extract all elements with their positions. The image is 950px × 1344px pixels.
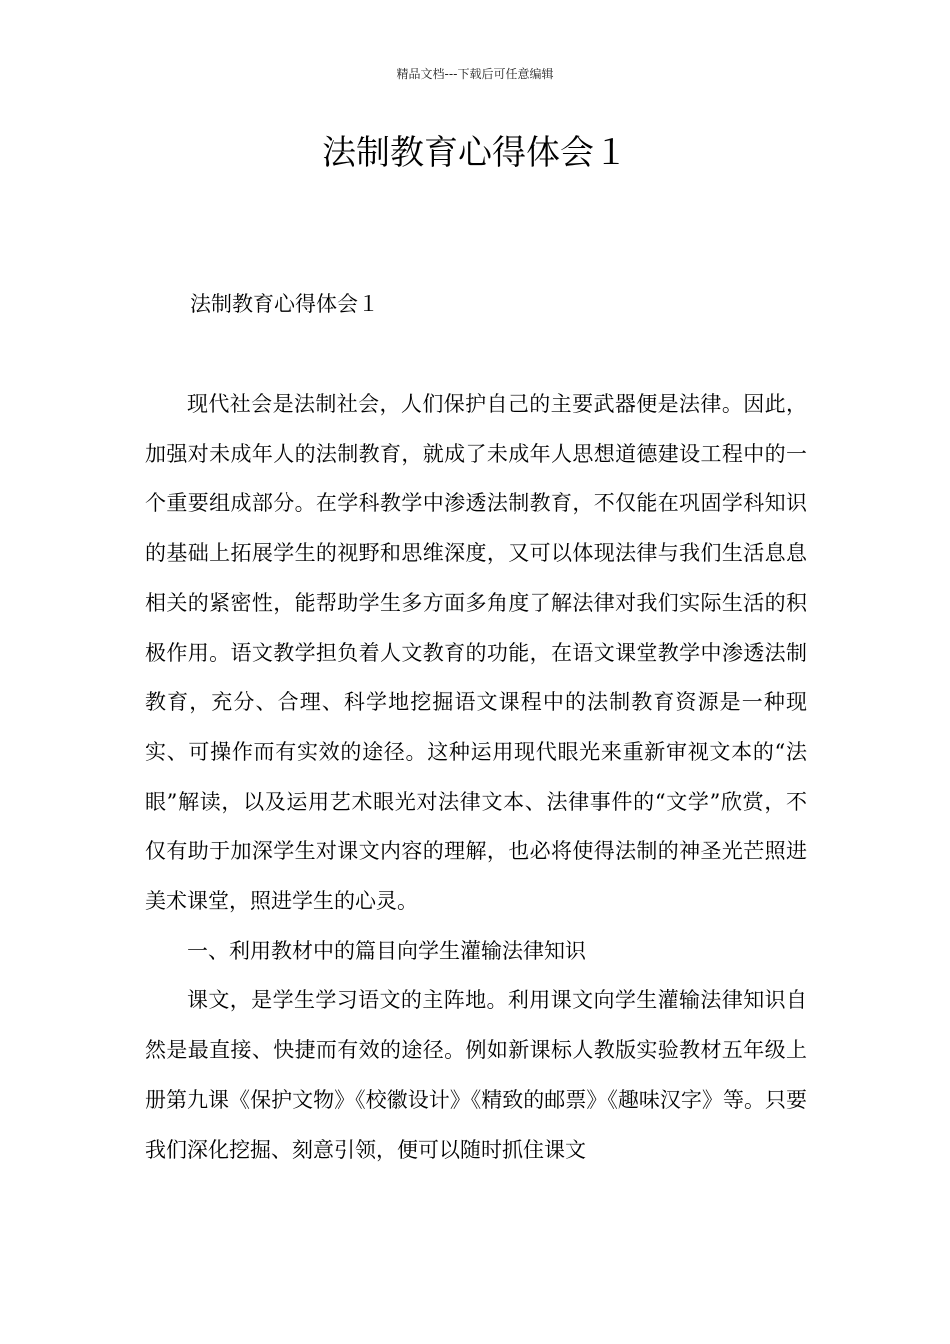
- paragraph-section-one: 课文，是学生学习语文的主阵地。利用课文向学生灌输法律知识自然是最直接、快捷而有效的途径。例如新课标人教版实验教材五年级上册第九课《保护文物》《校徽设计》《精致的邮票》《趣味汉字》等。只要我们深化挖掘、刻意引领，便可以随时抓住课文: [145, 988, 807, 1162]
- paragraph-intro: 现代社会是法制社会，人们保护自己的主要武器便是法律。因此，加强对未成年人的法制教育，就成了未成年人思想道德建设工程中的一个重要组成部分。在学科教学中渗透法制教育，不仅能在巩固学科知识的基础上拓展学生的视野和思维深度，又可以体现法律与我们生活息息相关的紧密性，能帮助学生多方面多角度了解法律对我们实际生活的积极作用。语文教学担负着人文教育的功能，在语文课堂教学中渗透法制教育，充分、合理、科学地挖掘语文课程中的法制教育资源是一种现实、可操作而有实效的途径。这种运用现代眼光来重新审视文本的“法眼”解读，以及运用艺术眼光对法律文本、法律事件的“文学”欣赏，不仅有助于加深学生对课文内容的理解，也必将使得法制的神圣光芒照进美术课堂，照进学生的心灵。: [145, 392, 807, 914]
- header-note: 精品文档---下载后可任意编辑: [396, 67, 554, 81]
- document-title: 法制教育心得体会１: [322, 133, 628, 173]
- document-body: [145, 380, 807, 1175]
- section-heading: 一、利用教材中的篇目向学生灌输法律知识: [187, 938, 586, 963]
- document-subtitle: 法制教育心得体会１: [190, 292, 379, 316]
